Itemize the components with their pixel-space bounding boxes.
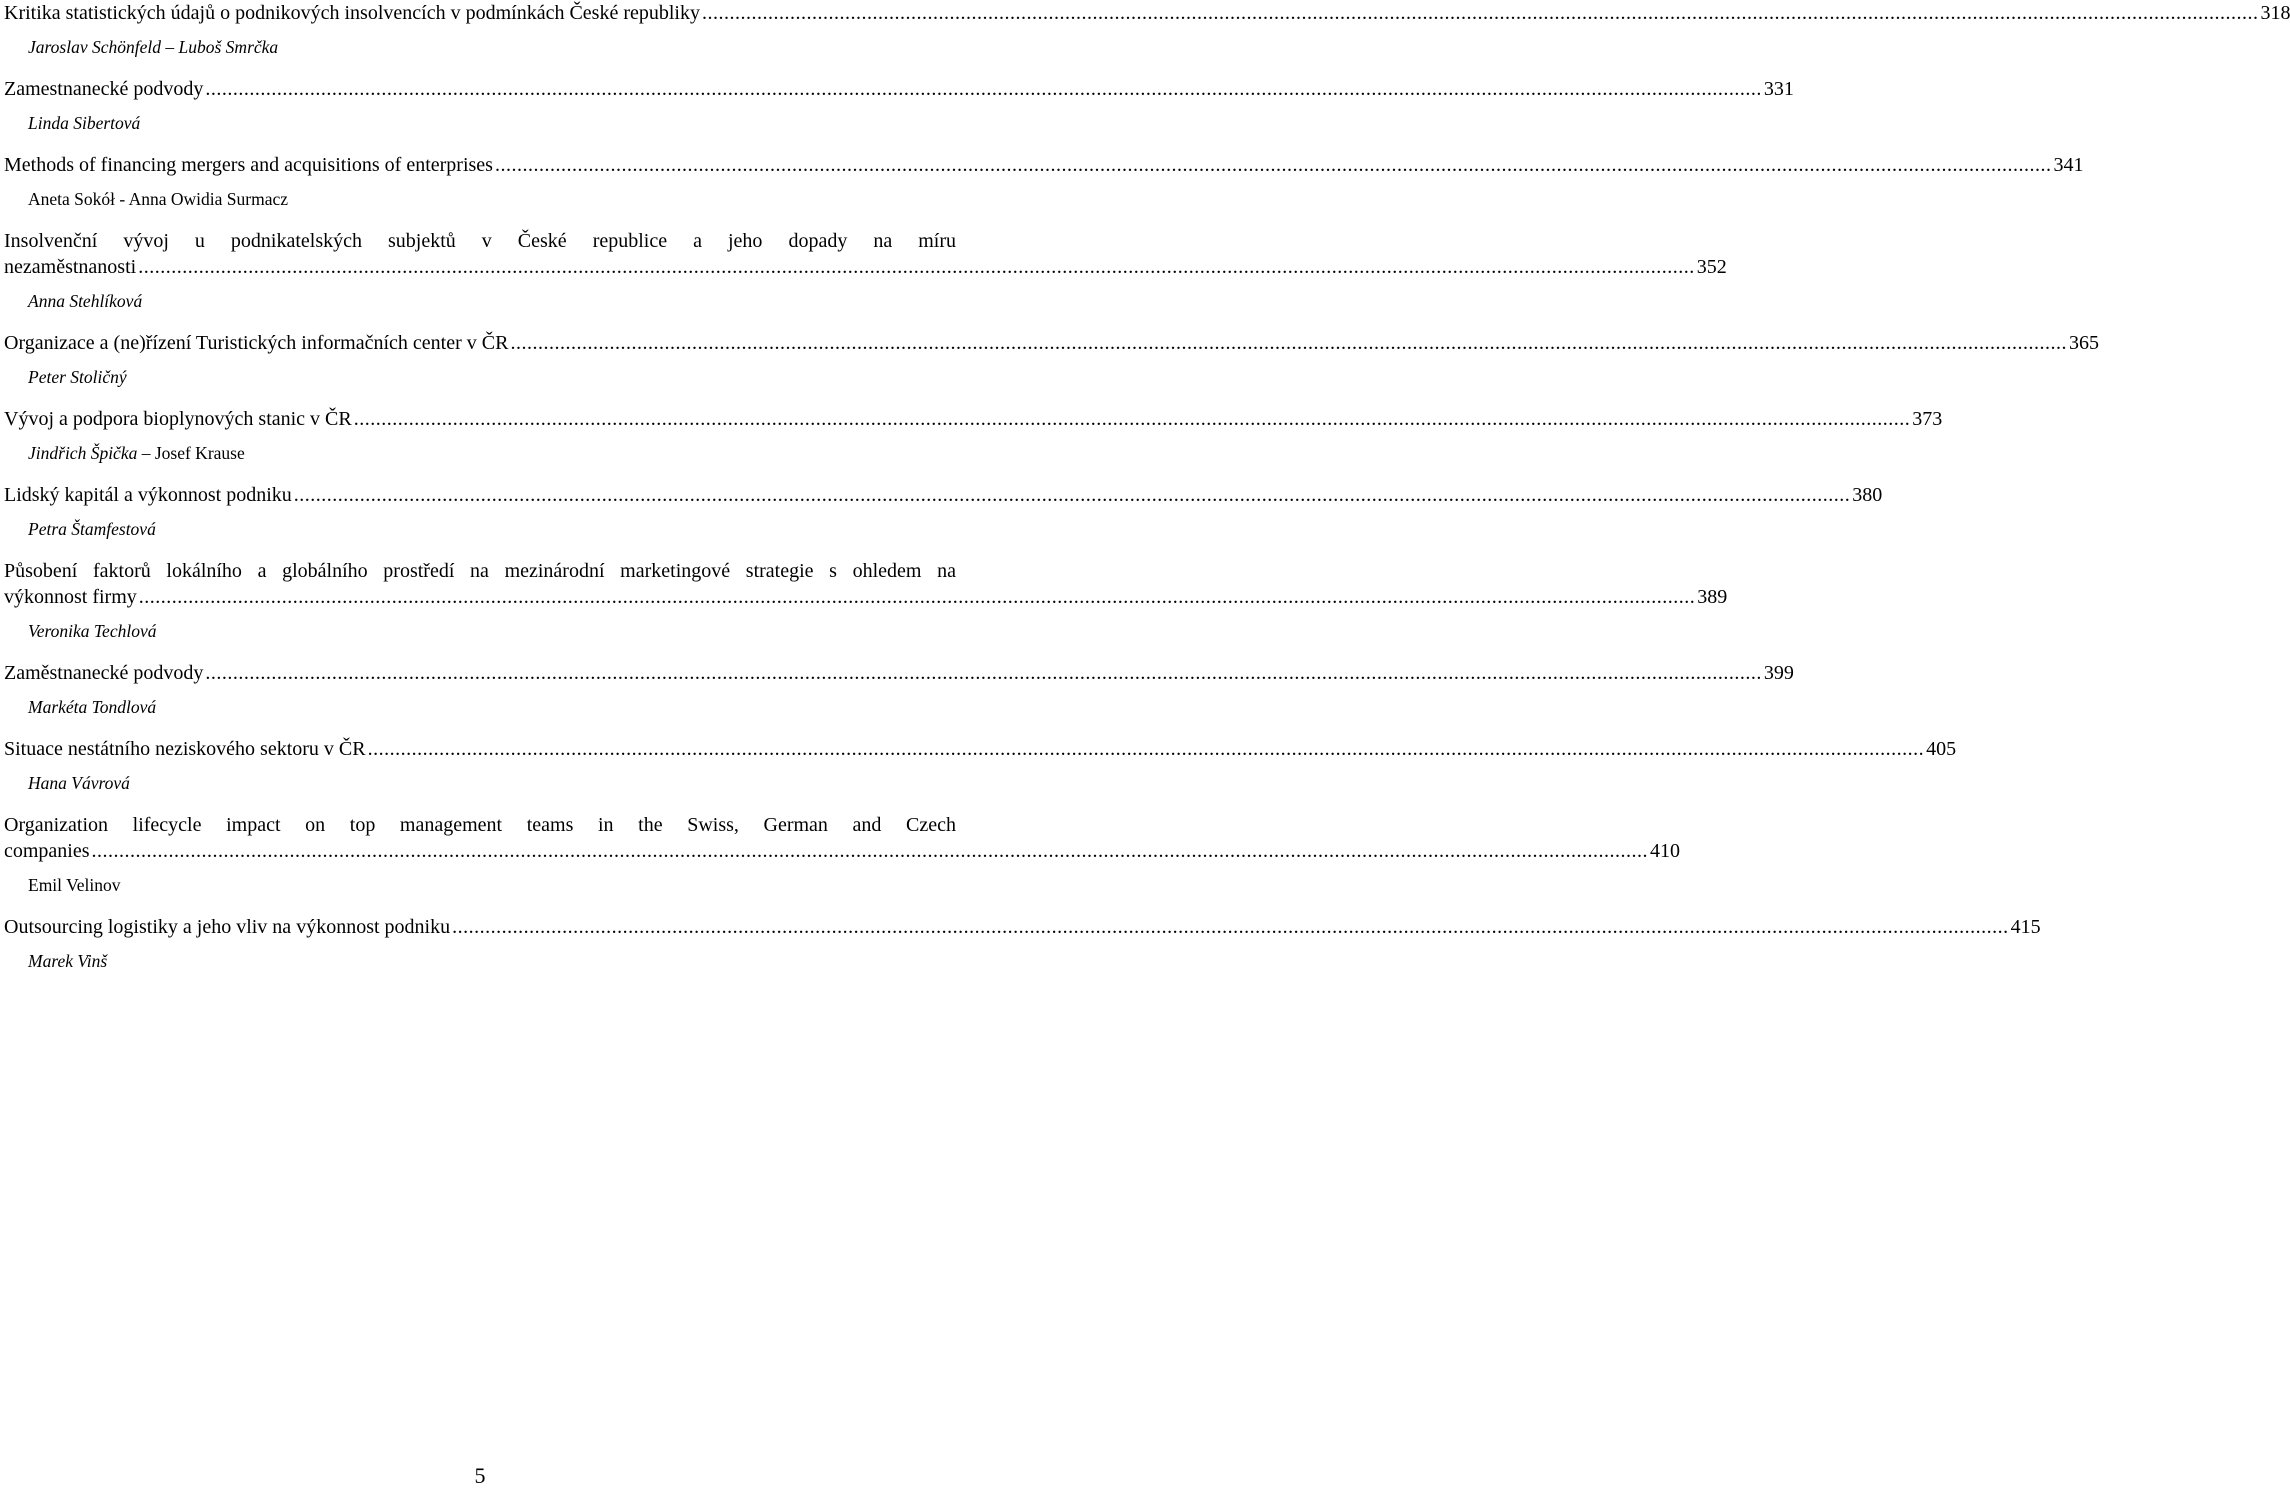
toc-entry-author: Petra Štamfestová: [28, 519, 156, 539]
toc-entry-page: 365: [2068, 332, 2099, 354]
toc-entry-title-line: [4, 914, 2041, 940]
toc-entry: [4, 152, 2084, 228]
toc-entry-author: Jindřich Špička: [28, 443, 138, 463]
toc-entry-title-line: [4, 736, 1957, 762]
toc-entry-author: Marek Vinš: [28, 951, 108, 971]
author-separator: –: [137, 443, 155, 463]
toc-leader-dots: ...........................................................................................................................................................................................................................................................................................: [510, 332, 2067, 354]
toc-entry-author: Hana Vávrová: [28, 773, 130, 793]
page-number: 5: [474, 1463, 486, 1488]
toc-entry-title: Vývoj a podpora bioplynových stanic v ČR: [4, 408, 352, 430]
toc-entry-title: Organizace a (ne)řízení Turistických informačních center v ČR: [4, 332, 509, 354]
toc-entry: [4, 76, 1794, 152]
toc-entry-title: výkonnost firmy: [4, 586, 137, 608]
toc-entry-author: Linda Sibertová: [28, 113, 141, 133]
toc-entry-title-line: [4, 76, 1794, 102]
toc-leader-dots: ...........................................................................................................................................................................................................................................................................................: [701, 2, 2259, 24]
toc-entry-title: Outsourcing logistiky a jeho vliv na výkonnost podniku: [4, 916, 451, 938]
toc-entry-page: 415: [2010, 916, 2041, 938]
toc-entry-author: Anna Stehlíková: [28, 291, 143, 311]
toc-entry-page: 405: [1926, 738, 1957, 760]
toc-leader-dots: ...........................................................................................................................................................................................................................................................................................: [494, 154, 2052, 176]
toc-entry: [4, 228, 1727, 330]
toc-entry-title: Kritika statistických údajů o podnikových insolvencích v podmínkách České republiky: [4, 2, 700, 24]
toc-entry-title-line: [4, 406, 1943, 432]
table-of-contents: [4, 0, 2290, 990]
toc-entry-author-text: Aneta Sokół - Anna Owidia Surmacz: [28, 189, 289, 209]
toc-entry-title-line1: Působení faktorů lokálního a globálního prostředí na mezinárodní marketingové strategie s ohledem na: [4, 560, 956, 582]
toc-entry-author: Markéta Tondlová: [28, 697, 157, 717]
toc-entry-title: Methods of financing mergers and acquisitions of enterprises: [4, 154, 493, 176]
toc-leader-dots: ...........................................................................................................................................................................................................................................................................................: [205, 78, 1762, 100]
toc-entry-page: 399: [1763, 662, 1794, 684]
toc-entry: [4, 0, 2290, 76]
toc-entry-authors: [4, 442, 956, 464]
author-separator: –: [161, 37, 179, 57]
toc-entry-author: Jaroslav Schönfeld: [28, 37, 162, 57]
toc-leader-dots: ...........................................................................................................................................................................................................................................................................................: [353, 408, 1911, 430]
toc-entry: [4, 558, 1728, 660]
toc-entry-author: [4, 874, 956, 896]
toc-entry-author: Veronika Techlová: [28, 621, 157, 641]
toc-leader-dots: ...........................................................................................................................................................................................................................................................................................: [91, 840, 1649, 862]
toc-leader-dots: ...........................................................................................................................................................................................................................................................................................: [452, 916, 2009, 938]
toc-entry-authors: [4, 36, 956, 58]
toc-entry: [4, 482, 1883, 558]
toc-entry-title: Zamestnanecké podvody: [4, 78, 204, 100]
toc-entry: [4, 330, 2099, 406]
toc-entry-title-line: [4, 0, 2290, 26]
toc-entry-page: 389: [1697, 586, 1728, 608]
toc-entry-title: nezaměstnanosti: [4, 256, 137, 278]
toc-entry-page: 373: [1912, 408, 1943, 430]
toc-entry-title-line: [4, 330, 2099, 356]
toc-entry-title-line: [4, 838, 1681, 864]
toc-entry-author: Luboš Smrčka: [178, 37, 279, 57]
toc-entry-page: 352: [1696, 256, 1727, 278]
toc-leader-dots: ...........................................................................................................................................................................................................................................................................................: [367, 738, 1925, 760]
toc-entry: [4, 660, 1794, 736]
toc-entry-title: companies: [4, 840, 90, 862]
toc-entry-page: 410: [1650, 840, 1681, 862]
toc-entry-title-line: [4, 584, 1728, 610]
toc-entry-author-text: Emil Velinov: [28, 875, 121, 895]
toc-leader-dots: ...........................................................................................................................................................................................................................................................................................: [205, 662, 1762, 684]
toc-entry-title-line: [4, 152, 2084, 178]
toc-entry-page: 331: [1763, 78, 1794, 100]
toc-entry-title: Situace nestátního neziskového sektoru v ČR: [4, 738, 366, 760]
toc-entry-title-line: [4, 660, 1794, 686]
toc-leader-dots: ...........................................................................................................................................................................................................................................................................................: [293, 484, 1851, 506]
toc-entry-title-line: [4, 254, 1727, 280]
toc-leader-dots: ...........................................................................................................................................................................................................................................................................................: [138, 256, 1695, 278]
toc-entry-page: 380: [1852, 484, 1883, 506]
toc-entry-title: Zaměstnanecké podvody: [4, 662, 204, 684]
toc-entry-title-line: [4, 482, 1883, 508]
toc-entry-author: Josef Krause: [154, 443, 245, 463]
toc-entry-author: Peter Stoličný: [28, 367, 127, 387]
toc-entry-author: [4, 188, 956, 210]
toc-entry: [4, 914, 2041, 990]
toc-entry: [4, 406, 1943, 482]
toc-entry-title-line1: Organization lifecycle impact on top management teams in the Swiss, German and Czech: [4, 814, 956, 836]
toc-entry-title: Lidský kapitál a výkonnost podniku: [4, 484, 292, 506]
toc-entry-page: 341: [2053, 154, 2084, 176]
toc-entry-page: 318: [2260, 2, 2290, 24]
toc-leader-dots: ...........................................................................................................................................................................................................................................................................................: [138, 586, 1696, 608]
toc-entry-title-line1: Insolvenční vývoj u podnikatelských subjektů v České republice a jeho dopady na míru: [4, 230, 956, 252]
toc-entry: [4, 736, 1957, 812]
toc-entry: [4, 812, 1681, 914]
